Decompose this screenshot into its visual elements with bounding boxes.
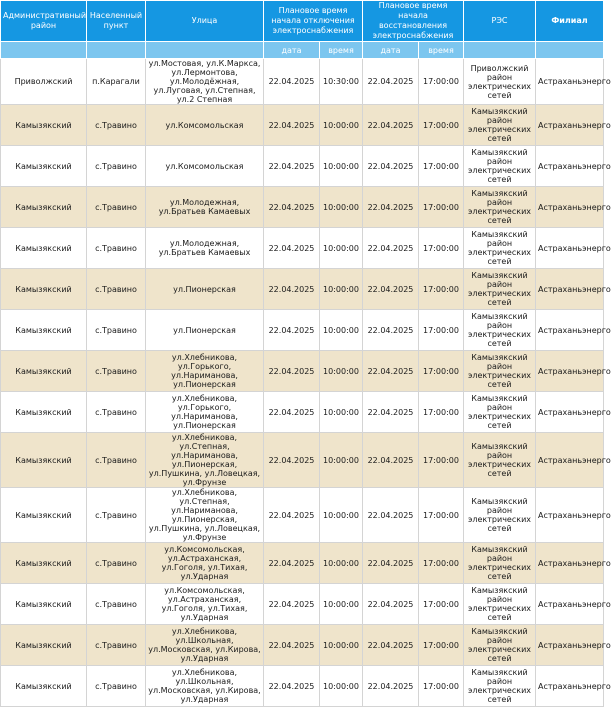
cell-off-time: 10:00:00 [320, 310, 363, 351]
cell-off-time: 10:30:00 [320, 59, 363, 105]
cell-on-date: 22.04.2025 [363, 543, 419, 584]
table-row [1, 269, 604, 310]
cell-on-date: 22.04.2025 [363, 488, 419, 543]
cell-on-time: 17:00:00 [419, 269, 464, 310]
cell-district: Приволжский [1, 59, 87, 105]
cell-off-time: 10:00:00 [320, 392, 363, 433]
cell-branch: Астраханьэнерго [536, 105, 604, 146]
table-row [1, 433, 604, 488]
cell-res: Камызякский район электрических сетей [464, 146, 536, 187]
table-row [1, 59, 604, 105]
cell-locality: с.Травино [87, 187, 146, 228]
cell-branch: Астраханьэнерго [536, 433, 604, 488]
cell-locality: п.Карагали [87, 59, 146, 105]
cell-district: Камызякский [1, 433, 87, 488]
cell-on-date: 22.04.2025 [363, 146, 419, 187]
cell-on-date: 22.04.2025 [363, 310, 419, 351]
cell-locality: с.Травино [87, 310, 146, 351]
cell-street: ул.Комсомольская [146, 146, 264, 187]
cell-res: Камызякский район электрических сетей [464, 625, 536, 666]
cell-off-date: 22.04.2025 [264, 666, 320, 707]
cell-res: Камызякский район электрических сетей [464, 187, 536, 228]
cell-off-date: 22.04.2025 [264, 433, 320, 488]
cell-off-date: 22.04.2025 [264, 59, 320, 105]
cell-res: Камызякский район электрических сетей [464, 392, 536, 433]
header-district: Административный район [1, 1, 87, 42]
cell-off-time: 10:00:00 [320, 269, 363, 310]
cell-on-time: 17:00:00 [419, 488, 464, 543]
cell-res: Камызякский район электрических сетей [464, 105, 536, 146]
cell-street: ул.Комсомольская [146, 105, 264, 146]
cell-branch: Астраханьэнерго [536, 543, 604, 584]
cell-branch: Астраханьэнерго [536, 584, 604, 625]
cell-district: Камызякский [1, 351, 87, 392]
cell-district: Камызякский [1, 187, 87, 228]
cell-on-time: 17:00:00 [419, 433, 464, 488]
cell-res: Камызякский район электрических сетей [464, 351, 536, 392]
table-row [1, 666, 604, 707]
cell-on-time: 17:00:00 [419, 392, 464, 433]
cell-off-time: 10:00:00 [320, 351, 363, 392]
cell-off-time: 10:00:00 [320, 584, 363, 625]
cell-on-time: 17:00:00 [419, 310, 464, 351]
cell-off-time: 10:00:00 [320, 228, 363, 269]
header-off-time: Плановое время начала отключения электроснабжения [264, 1, 363, 42]
cell-off-date: 22.04.2025 [264, 269, 320, 310]
header-res: РЭС [464, 1, 536, 42]
cell-on-time: 17:00:00 [419, 187, 464, 228]
cell-res: Камызякский район электрических сетей [464, 584, 536, 625]
table-row [1, 351, 604, 392]
table-row [1, 488, 604, 543]
cell-street: ул.Комсомольская, ул.Астраханская, ул.Гоголя, ул.Тихая, ул.Ударная [146, 543, 264, 584]
cell-locality: с.Травино [87, 584, 146, 625]
cell-locality: с.Травино [87, 625, 146, 666]
cell-locality: с.Травино [87, 392, 146, 433]
cell-on-time: 17:00:00 [419, 584, 464, 625]
cell-district: Камызякский [1, 105, 87, 146]
cell-res: Камызякский район электрических сетей [464, 310, 536, 351]
cell-off-date: 22.04.2025 [264, 351, 320, 392]
cell-locality: с.Травино [87, 146, 146, 187]
cell-on-time: 17:00:00 [419, 543, 464, 584]
table-row [1, 392, 604, 433]
cell-off-date: 22.04.2025 [264, 187, 320, 228]
table-row [1, 146, 604, 187]
cell-locality: с.Травино [87, 666, 146, 707]
cell-district: Камызякский [1, 488, 87, 543]
table-row [1, 105, 604, 146]
cell-res: Камызякский район электрических сетей [464, 666, 536, 707]
cell-on-time: 17:00:00 [419, 228, 464, 269]
cell-locality: с.Травино [87, 488, 146, 543]
cell-branch: Астраханьэнерго [536, 187, 604, 228]
cell-branch: Астраханьэнерго [536, 228, 604, 269]
header-on-time: Плановое время начала восстановления электроснабжения [363, 1, 464, 42]
cell-locality: с.Травино [87, 105, 146, 146]
subheader-empty [536, 42, 604, 59]
cell-locality: с.Травино [87, 543, 146, 584]
cell-district: Камызякский [1, 228, 87, 269]
cell-district: Камызякский [1, 269, 87, 310]
table-row [1, 584, 604, 625]
cell-res: Камызякский район электрических сетей [464, 269, 536, 310]
table-row [1, 228, 604, 269]
header-branch: Филиал [536, 1, 604, 42]
cell-on-date: 22.04.2025 [363, 105, 419, 146]
subheader-empty [464, 42, 536, 59]
cell-on-date: 22.04.2025 [363, 392, 419, 433]
cell-off-date: 22.04.2025 [264, 584, 320, 625]
table-row [1, 543, 604, 584]
cell-branch: Астраханьэнерго [536, 625, 604, 666]
cell-on-date: 22.04.2025 [363, 351, 419, 392]
cell-off-time: 10:00:00 [320, 146, 363, 187]
cell-street: ул.Хлебникова, ул.Горького, ул.Нариманова, ул.Пионерская [146, 392, 264, 433]
cell-street: ул.Хлебникова, ул.Горького, ул.Нариманова, ул.Пионерская [146, 351, 264, 392]
cell-district: Камызякский [1, 310, 87, 351]
subheader-empty [87, 42, 146, 59]
cell-on-date: 22.04.2025 [363, 433, 419, 488]
subheader-off-time: время [320, 42, 363, 59]
cell-locality: с.Травино [87, 351, 146, 392]
cell-street: ул.Хлебникова, ул.Школьная, ул.Московская, ул.Кирова, ул.Ударная [146, 666, 264, 707]
table-row [1, 187, 604, 228]
cell-street: ул.Хлебникова, ул.Степная, ул.Нариманова, ул.Пионерская, ул.Пушкина, ул.Ловецкая, ул.Фрунзе [146, 488, 264, 543]
cell-branch: Астраханьэнерго [536, 269, 604, 310]
cell-district: Камызякский [1, 543, 87, 584]
cell-res: Приволжский район электрических сетей [464, 59, 536, 105]
cell-branch: Астраханьэнерго [536, 666, 604, 707]
cell-on-date: 22.04.2025 [363, 59, 419, 105]
cell-street: ул.Хлебникова, ул.Степная, ул.Нариманова, ул.Пионерская, ул.Пушкина, ул.Ловецкая, ул.Фрунзе [146, 433, 264, 488]
cell-street: ул.Пионерская [146, 310, 264, 351]
cell-on-date: 22.04.2025 [363, 228, 419, 269]
cell-off-date: 22.04.2025 [264, 105, 320, 146]
cell-off-time: 10:00:00 [320, 625, 363, 666]
cell-locality: с.Травино [87, 228, 146, 269]
subheader-on-time: время [419, 42, 464, 59]
cell-street: ул.Пионерская [146, 269, 264, 310]
header-street: Улица [146, 1, 264, 42]
cell-on-date: 22.04.2025 [363, 269, 419, 310]
cell-district: Камызякский [1, 392, 87, 433]
cell-street: ул.Молодежная, ул.Братьев Камаевых [146, 187, 264, 228]
cell-off-date: 22.04.2025 [264, 228, 320, 269]
cell-branch: Астраханьэнерго [536, 392, 604, 433]
cell-locality: с.Травино [87, 269, 146, 310]
cell-off-date: 22.04.2025 [264, 625, 320, 666]
header-locality: Населенный пункт [87, 1, 146, 42]
cell-district: Камызякский [1, 146, 87, 187]
cell-on-date: 22.04.2025 [363, 187, 419, 228]
table-row [1, 625, 604, 666]
cell-on-date: 22.04.2025 [363, 584, 419, 625]
cell-locality: с.Травино [87, 433, 146, 488]
cell-off-time: 10:00:00 [320, 187, 363, 228]
subheader-empty [1, 42, 87, 59]
cell-district: Камызякский [1, 666, 87, 707]
cell-off-time: 10:00:00 [320, 488, 363, 543]
cell-on-time: 17:00:00 [419, 105, 464, 146]
cell-district: Камызякский [1, 584, 87, 625]
cell-on-time: 17:00:00 [419, 625, 464, 666]
cell-branch: Астраханьэнерго [536, 310, 604, 351]
cell-branch: Астраханьэнерго [536, 59, 604, 105]
cell-on-time: 17:00:00 [419, 351, 464, 392]
cell-street: ул.Мостовая, ул.К.Маркса, ул.Лермонтова, ул.Молодёжная, ул.Луговая, ул.Степная, ул.2 Степная [146, 59, 264, 105]
cell-off-time: 10:00:00 [320, 666, 363, 707]
cell-branch: Астраханьэнерго [536, 146, 604, 187]
cell-res: Камызякский район электрических сетей [464, 433, 536, 488]
cell-off-time: 10:00:00 [320, 105, 363, 146]
subheader-empty [146, 42, 264, 59]
cell-off-date: 22.04.2025 [264, 146, 320, 187]
cell-res: Камызякский район электрических сетей [464, 228, 536, 269]
cell-street: ул.Комсомольская, ул.Астраханская, ул.Гоголя, ул.Тихая, ул.Ударная [146, 584, 264, 625]
cell-district: Камызякский [1, 625, 87, 666]
subheader-on-date: дата [363, 42, 419, 59]
cell-res: Камызякский район электрических сетей [464, 543, 536, 584]
cell-branch: Астраханьэнерго [536, 488, 604, 543]
cell-off-time: 10:00:00 [320, 543, 363, 584]
table-row [1, 310, 604, 351]
cell-res: Камызякский район электрических сетей [464, 488, 536, 543]
cell-off-date: 22.04.2025 [264, 543, 320, 584]
cell-off-date: 22.04.2025 [264, 310, 320, 351]
cell-on-time: 17:00:00 [419, 146, 464, 187]
cell-off-date: 22.04.2025 [264, 392, 320, 433]
cell-on-date: 22.04.2025 [363, 666, 419, 707]
cell-street: ул.Хлебникова, ул.Школьная, ул.Московская, ул.Кирова, ул.Ударная [146, 625, 264, 666]
subheader-off-date: дата [264, 42, 320, 59]
cell-on-time: 17:00:00 [419, 666, 464, 707]
cell-on-time: 17:00:00 [419, 59, 464, 105]
cell-street: ул.Молодежная, ул.Братьев Камаевых [146, 228, 264, 269]
cell-branch: Астраханьэнерго [536, 351, 604, 392]
cell-on-date: 22.04.2025 [363, 625, 419, 666]
cell-off-time: 10:00:00 [320, 433, 363, 488]
cell-off-date: 22.04.2025 [264, 488, 320, 543]
